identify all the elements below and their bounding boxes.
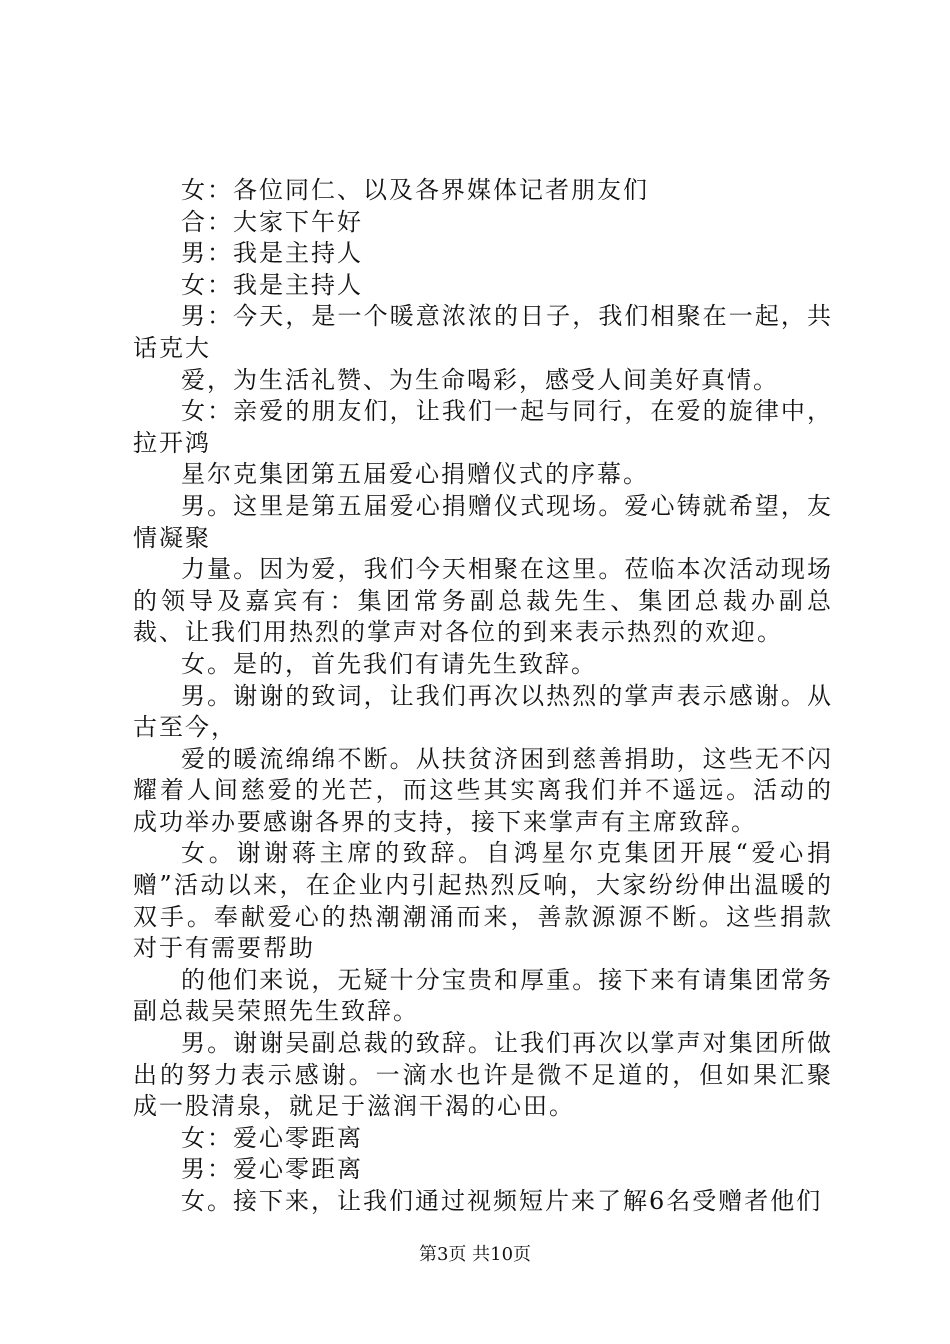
paragraph: 力量。因为爱，我们今天相聚在这里。莅临本次活动现场的领导及嘉宾有：集团常务副总裁先生、集团总裁办副总裁、让我们用热烈的掌声对各位的到来表示热烈的欢迎。: [133, 555, 833, 647]
paragraph: 女：亲爱的朋友们，让我们一起与同行，在爱的旋律中，拉开鸿: [133, 397, 833, 457]
paragraph: 的他们来说，无疑十分宝贵和厚重。接下来有请集团常务副总裁吴荣照先生致辞。: [133, 965, 833, 1026]
paragraph: 星尔克集团第五届爱心捐赠仪式的序幕。: [181, 460, 649, 489]
paragraph: 男。谢谢吴副总裁的致辞。让我们再次以掌声对集团所做出的努力表示感谢。一滴水也许是微不足道的，但如果汇聚成一股清泉，就足于滋润干渴的心田。: [133, 1029, 833, 1121]
paragraph: 女：我是主持人: [181, 270, 363, 299]
page-number-label: 第3页 共10页: [418, 1244, 532, 1265]
paragraph: 女。谢谢蒋主席的致辞。自鸿星尔克集团开展“爱心捐赠”活动以来，在企业内引起热烈反响，大家纷纷伸出温暖的双手。奉献爱心的热潮潮涌而来，善款源源不断。这些捐款对于有需要帮助: [133, 839, 833, 963]
paragraph: 男：今天，是一个暖意浓浓的日子，我们相聚在一起，共话克大: [133, 302, 833, 362]
paragraph: 女。接下来，让我们通过视频短片来了解6名受赠者他们: [181, 1187, 823, 1215]
paragraph: 男：爱心零距离: [181, 1155, 363, 1184]
paragraph: 爱的暖流绵绵不断。从扶贫济困到慈善捐助，这些无不闪耀着人间慈爱的光芒，而这些其实离我们并不遥远。活动的成功举办要感谢各界的支持，接下来掌声有主席致辞。: [133, 744, 833, 836]
paragraph: 男：我是主持人: [181, 239, 363, 268]
paragraph: 合：大家下午好: [181, 207, 363, 236]
paragraph: 女：各位同仁、以及各界媒体记者朋友们: [181, 176, 649, 204]
paragraph: 男。这里是第五届爱心捐赠仪式现场。爱心铸就希望，友情凝聚: [133, 491, 833, 552]
paragraph: 女：爱心零距离: [181, 1123, 363, 1152]
paragraph: 女。是的，首先我们有请先生致辞。: [181, 649, 597, 678]
paragraph: 爱，为生活礼赞、为生命喝彩，感受人间美好真情。: [181, 365, 779, 394]
page-footer: [0, 1245, 950, 1265]
document-body: [133, 175, 833, 1218]
paragraph: 男。谢谢的致词，让我们再次以热烈的掌声表示感谢。从古至今，: [133, 681, 833, 742]
